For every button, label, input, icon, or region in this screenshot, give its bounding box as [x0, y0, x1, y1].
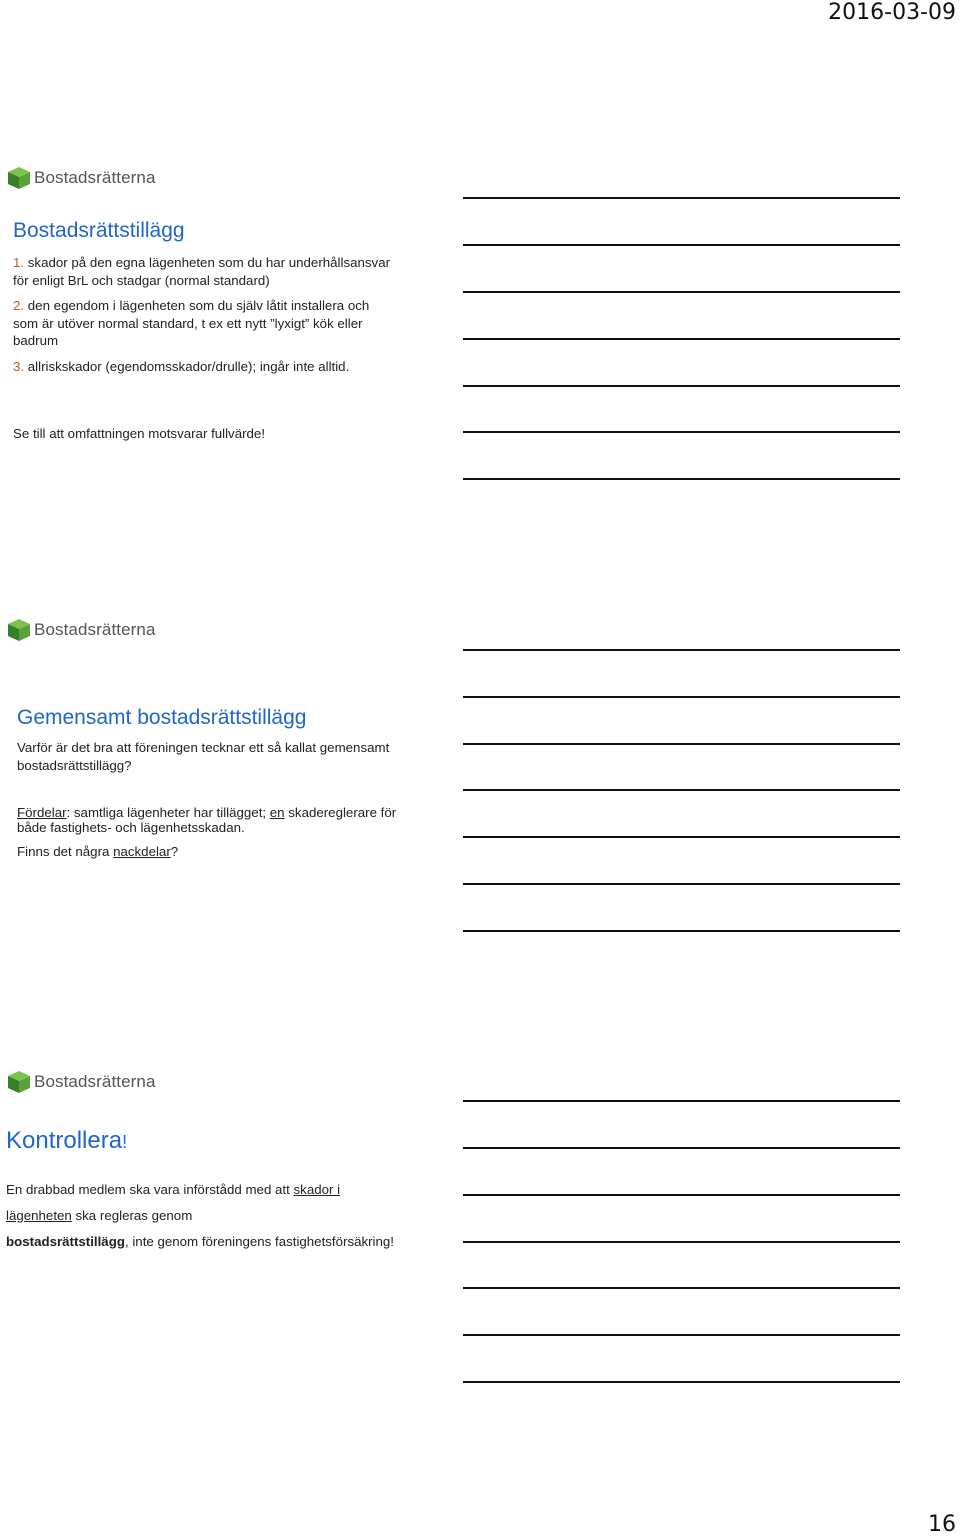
- slide-question: Varför är det bra att föreningen tecknar ett så kallat gemensamt bostadsrättstillägg?: [17, 740, 390, 773]
- brand-logo: [7, 618, 156, 642]
- text-suffix: ska regleras genom: [71, 1208, 193, 1223]
- list-number: 3.: [13, 358, 25, 374]
- list-text: den egendom i lägenheten som du själv låtit installera och som är utöver normal standard, t ex ett nytt ”lyxigt” kök eller badrum: [13, 298, 370, 348]
- note-line: [463, 883, 900, 885]
- numbered-list: [13, 254, 393, 375]
- date-header: 2016-03-09: [828, 0, 956, 25]
- brand-logo: [7, 1070, 156, 1094]
- text-bold: bostadsrättstillägg: [6, 1234, 125, 1249]
- pros-text-mid: : samtliga lägenheter har tillägget;: [66, 805, 270, 820]
- slide-title: Gemensamt bostadsrättstillägg: [17, 706, 307, 729]
- cube-logo-icon: [7, 1070, 31, 1094]
- note-line: [463, 649, 900, 651]
- slide-title-mark: !: [122, 1132, 128, 1152]
- note-line: [463, 696, 900, 698]
- list-item: [13, 254, 393, 289]
- slide-text-line: [6, 1181, 340, 1199]
- note-line: [463, 338, 900, 340]
- note-line: [463, 291, 900, 293]
- slide-title-text: Kontrollera: [6, 1127, 123, 1154]
- brand-name: Bostadsrätterna: [34, 620, 156, 639]
- brand-logo: [7, 166, 156, 190]
- pros-text-end: skadereglerare för både fastighets- och lägenhetsskadan.: [17, 805, 397, 835]
- note-line: [463, 385, 900, 387]
- pros-label: Fördelar: [17, 805, 67, 820]
- note-line: [463, 789, 900, 791]
- list-item: [13, 358, 393, 376]
- note-line: [463, 1194, 900, 1196]
- note-line: [463, 478, 900, 480]
- cons-prefix: Finns det några: [17, 844, 114, 859]
- cons-suffix: ?: [170, 844, 179, 859]
- note-line: [463, 197, 900, 199]
- list-number: 2.: [13, 298, 25, 313]
- note-line: [463, 1147, 900, 1149]
- note-line: [463, 1241, 900, 1243]
- slide-text-line: [6, 1207, 192, 1225]
- pros-text: [17, 805, 417, 835]
- text-prefix: En drabbad medlem ska vara införstådd med att: [6, 1182, 294, 1197]
- cube-logo-icon: [7, 618, 31, 642]
- note-line: [463, 244, 900, 246]
- cube-logo-icon: [7, 166, 31, 190]
- list-item: [13, 297, 393, 350]
- note-line: [463, 1381, 900, 1383]
- pros-en: en: [269, 805, 285, 820]
- list-text: skador på den egna lägenheten som du har underhållsansvar för enligt BrL och stadgar (normal standard): [13, 255, 391, 288]
- note-line: [463, 1334, 900, 1336]
- note-line: [463, 930, 900, 932]
- cons-question: [17, 843, 178, 861]
- note-line: [463, 743, 900, 745]
- note-line: [463, 431, 900, 433]
- brand-name: Bostadsrätterna: [34, 168, 156, 187]
- list-text: allriskskador (egendomsskador/drulle); ingår inte alltid.: [24, 358, 350, 374]
- text-suffix: , inte genom föreningens fastighetsförsäkring!: [124, 1234, 395, 1249]
- slide-title: Bostadsrättstillägg: [13, 219, 185, 242]
- slide-note: Se till att omfattningen motsvarar fullvärde!: [13, 426, 266, 441]
- list-number: 1.: [13, 255, 25, 270]
- text-link: skador i: [293, 1182, 341, 1197]
- slide-text-line: [6, 1233, 394, 1251]
- text-link: lägenheten: [6, 1208, 72, 1223]
- slide-title: [6, 1127, 127, 1155]
- note-line: [463, 836, 900, 838]
- brand-name: Bostadsrätterna: [34, 1072, 156, 1091]
- page-number: 16: [928, 1512, 956, 1537]
- cons-link: nackdelar: [113, 844, 171, 859]
- note-line: [463, 1100, 900, 1102]
- note-line: [463, 1287, 900, 1289]
